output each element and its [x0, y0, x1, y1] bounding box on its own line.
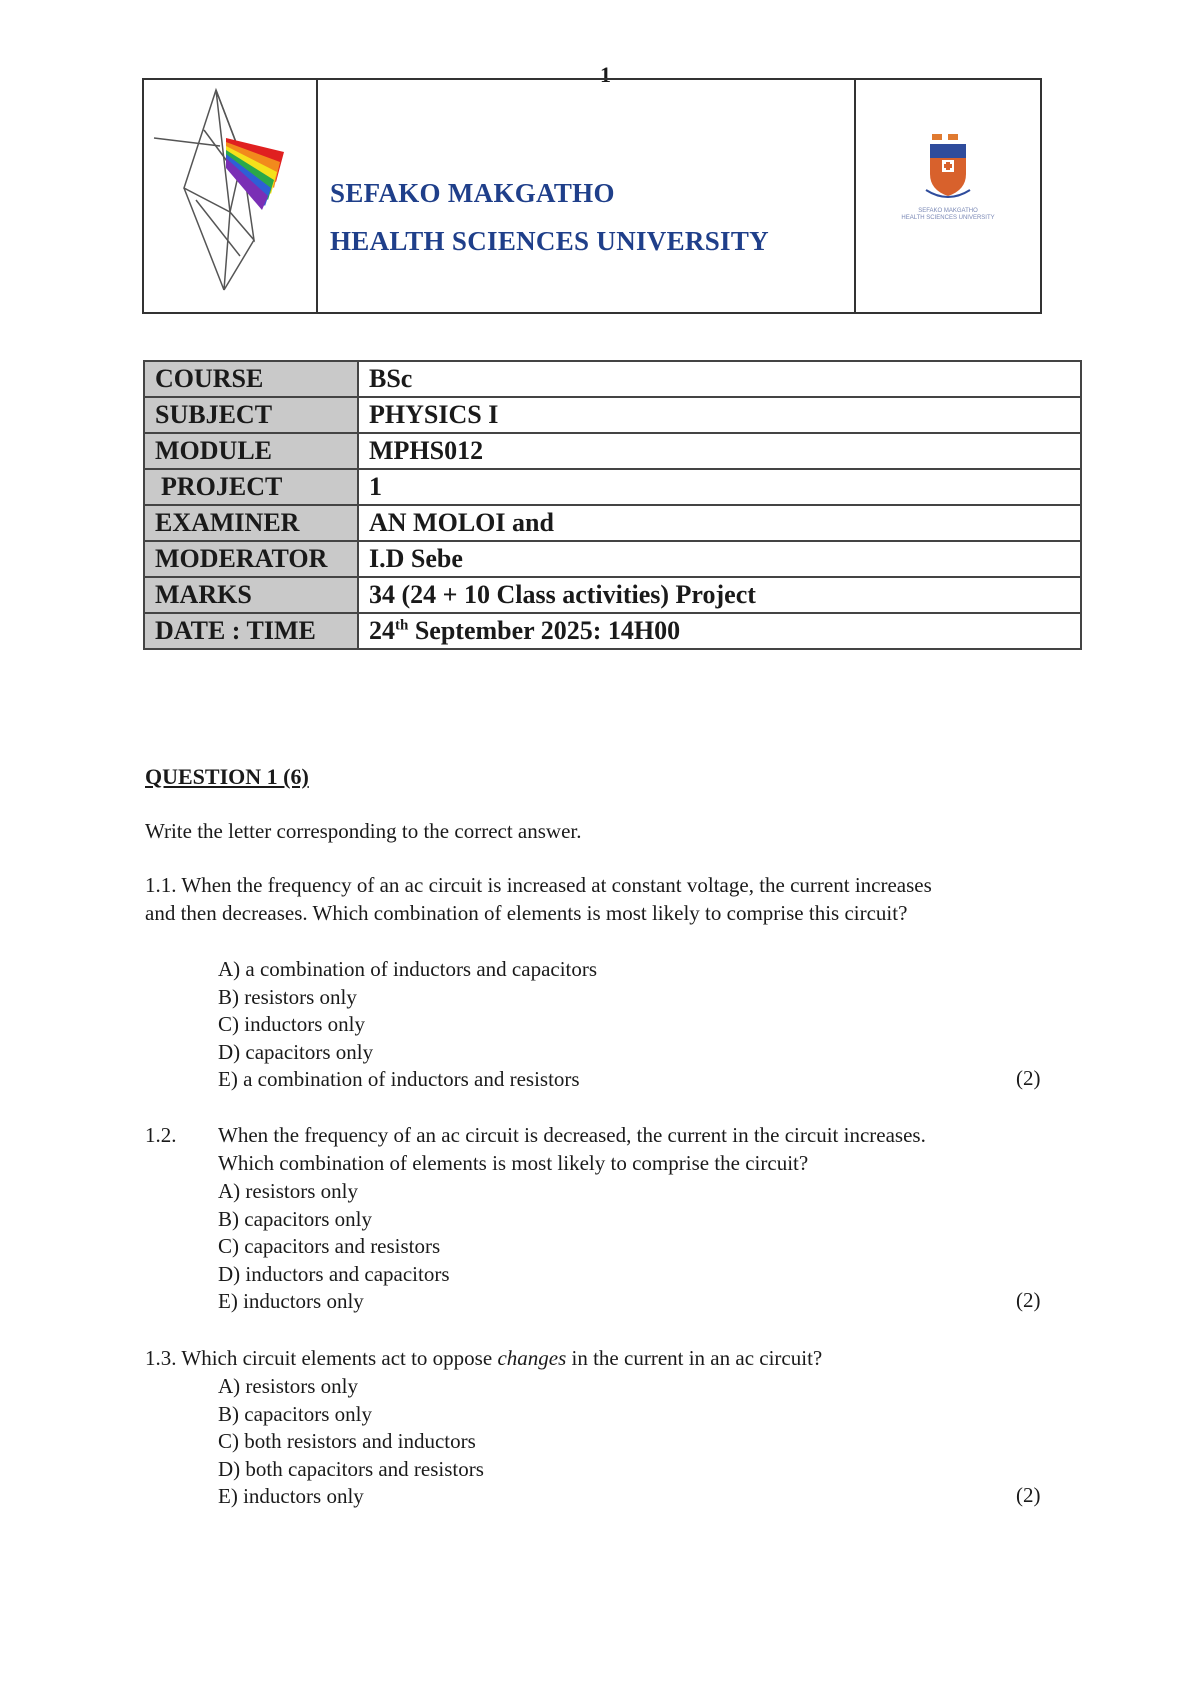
info-value: MPHS012 [358, 433, 1081, 469]
option: B) capacitors only [218, 1401, 372, 1426]
option: D) capacitors only [218, 1039, 374, 1064]
info-label: PROJECT [144, 469, 358, 505]
question-1-3-options [218, 1373, 484, 1511]
option: E) inductors only [218, 1289, 364, 1313]
info-row-module [144, 433, 1081, 469]
option: A) a combination of inductors and capacitors [218, 957, 598, 981]
university-name-line2: HEALTH SCIENCES UNIVERSITY [330, 226, 769, 256]
info-label: EXAMINER [144, 505, 358, 541]
option: B) capacitors only [218, 1206, 372, 1231]
page-number: 1 [600, 62, 611, 87]
option: D) inductors and capacitors [218, 1261, 450, 1286]
info-row-date-time [144, 613, 1081, 649]
question-1-2-number: 1.2. [145, 1123, 177, 1147]
university-crest [856, 80, 1040, 312]
question-1-1-marks: (2) [1016, 1066, 1041, 1090]
question-1-2-line2: Which combination of elements is most likely to comprise the circuit? [218, 1151, 809, 1175]
question-1-1-line2: and then decreases. Which combination of elements is most likely to comprise this circuit? [145, 901, 908, 925]
info-value: 34 (24 + 10 Class activities) Project [358, 577, 1081, 613]
question-1-2-options [218, 1178, 450, 1316]
info-value: BSc [358, 361, 1081, 397]
question-1-2-marks: (2) [1016, 1288, 1041, 1312]
info-row-course [144, 361, 1081, 397]
option: E) inductors only [218, 1484, 364, 1508]
university-title-cell [318, 80, 856, 312]
info-value: PHYSICS I [358, 397, 1081, 433]
info-value: AN MOLOI and [358, 505, 1081, 541]
info-label: MODERATOR [144, 541, 358, 577]
option: A) resistors only [218, 1179, 358, 1203]
info-row-project [144, 469, 1081, 505]
info-value: 24th September 2025: 14H00 [358, 613, 1081, 649]
option: B) resistors only [218, 984, 357, 1009]
crest-caption: SEFAKO MAKGATHO HEALTH SCIENCES UNIVERSITY [901, 208, 995, 221]
question-1-3-text: 1.3. Which circuit elements act to oppose changes in the current in an ac circuit? [145, 1346, 823, 1370]
info-row-marks [144, 577, 1081, 613]
info-row-subject [144, 397, 1081, 433]
instruction-text: Write the letter corresponding to the correct answer. [145, 819, 582, 843]
question-heading: QUESTION 1 (6) [145, 764, 309, 789]
exam-info-table [143, 360, 1082, 650]
option: C) both resistors and inductors [218, 1429, 476, 1453]
option: D) both capacitors and resistors [218, 1456, 484, 1481]
info-row-moderator [144, 541, 1081, 577]
info-value: I.D Sebe [358, 541, 1081, 577]
question-1-2-line1: When the frequency of an ac circuit is decreased, the current in the circuit increases. [218, 1123, 926, 1147]
info-label: MODULE [144, 433, 358, 469]
question-1-1-options [218, 956, 597, 1094]
info-row-examiner [144, 505, 1081, 541]
university-name-line1: SEFAKO MAKGATHO [330, 178, 615, 208]
info-label: COURSE [144, 361, 358, 397]
prism-icon [144, 80, 316, 312]
option: C) capacitors and resistors [218, 1234, 441, 1258]
option: E) a combination of inductors and resistors [218, 1067, 580, 1091]
info-label: SUBJECT [144, 397, 358, 433]
info-label: DATE : TIME [144, 613, 358, 649]
question-1-1-line1: 1.1. When the frequency of an ac circuit is increased at constant voltage, the current increases [145, 873, 932, 897]
question-1-3-marks: (2) [1016, 1483, 1041, 1507]
option: C) inductors only [218, 1012, 365, 1036]
info-label: MARKS [144, 577, 358, 613]
crest-icon [856, 80, 1040, 204]
letterhead [142, 78, 1042, 314]
prism-logo [144, 80, 318, 312]
info-value: 1 [358, 469, 1081, 505]
option: A) resistors only [218, 1374, 358, 1398]
